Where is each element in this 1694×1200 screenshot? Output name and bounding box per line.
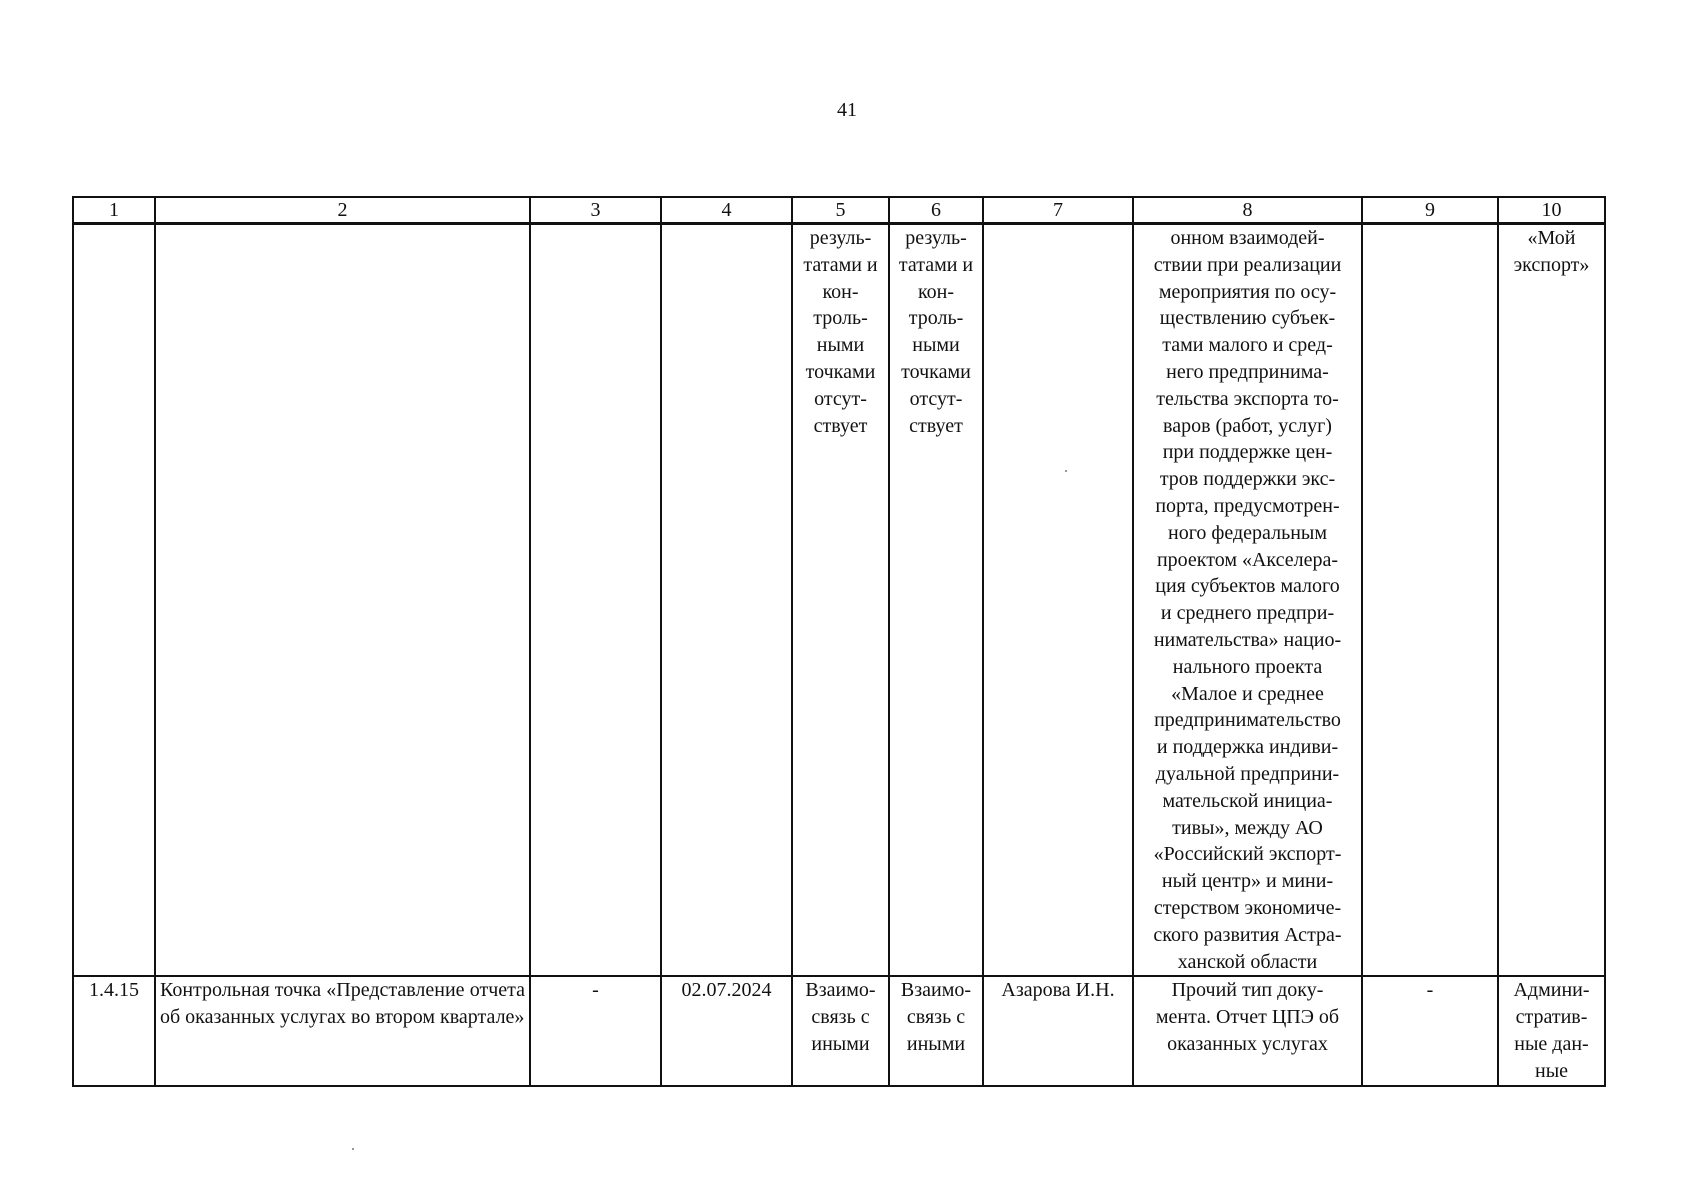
cell-document-type bbox=[1133, 976, 1362, 1086]
cell-text-line: татами и bbox=[803, 253, 878, 276]
cell-responsible: Азарова И.Н. bbox=[983, 976, 1133, 1086]
cell-col5 bbox=[792, 224, 889, 977]
cell-text-line: онном взаимодей- bbox=[1170, 227, 1325, 249]
cell-col4 bbox=[661, 224, 792, 977]
cell-text-line: и среднего предпри- bbox=[1160, 602, 1335, 625]
column-number-1: 1 bbox=[73, 197, 155, 224]
cell-col7 bbox=[983, 224, 1133, 977]
cell-col3: - bbox=[530, 976, 661, 1086]
cell-text-line: нимательства» нацио- bbox=[1153, 628, 1342, 651]
cell-text-line: резуль- bbox=[809, 227, 872, 249]
cell-text-line: дуальной предприни- bbox=[1155, 762, 1340, 785]
cell-text-line: ствует bbox=[813, 414, 868, 437]
cell-text-line: оказанных услугах bbox=[1167, 1032, 1328, 1055]
cell-item-number: 1.4.15 bbox=[73, 976, 155, 1086]
cell-data-source bbox=[1498, 976, 1605, 1086]
cell-text-line: ция субъектов малого bbox=[1155, 575, 1340, 598]
cell-text-line: «Мой bbox=[1527, 227, 1576, 249]
document-table bbox=[72, 196, 1606, 1087]
cell-text-line: мента. Отчет ЦПЭ об bbox=[1155, 1006, 1340, 1029]
cell-text-line: отсут- bbox=[909, 387, 963, 410]
cell-text-line: иными bbox=[906, 1032, 966, 1055]
cell-text-line: «Российский экспорт- bbox=[1153, 843, 1342, 866]
cell-text-line: тров поддержки экс- bbox=[1159, 468, 1336, 491]
cell-text-line: Взаимо- bbox=[805, 979, 876, 1002]
cell-text-line: связь с bbox=[906, 1006, 966, 1029]
cell-text-line: предпринимательство bbox=[1154, 709, 1341, 732]
cell-description: Контрольная точка «Представление отчета об оказанных услугах во втором квартале» bbox=[155, 976, 530, 1086]
cell-col5 bbox=[792, 976, 889, 1086]
cell-text-line: ханской области bbox=[1177, 950, 1318, 973]
cell-text-line: ными bbox=[816, 334, 865, 357]
cell-text-line: Взаимо- bbox=[900, 979, 972, 1002]
cell-col8 bbox=[1133, 224, 1362, 977]
cell-text-line: ствии при реализации bbox=[1153, 253, 1342, 276]
cell-text-line: кон- bbox=[822, 280, 859, 303]
cell-col3 bbox=[530, 224, 661, 977]
cell-text-line: и поддержка индиви- bbox=[1156, 736, 1339, 759]
cell-text-line: Админи- bbox=[1513, 979, 1590, 1002]
column-number-2: 2 bbox=[155, 197, 530, 224]
cell-text-line: варов (работ, услуг) bbox=[1163, 414, 1332, 437]
cell-text-line: ные bbox=[1534, 1059, 1569, 1082]
cell-text-line: Прочий тип доку- bbox=[1171, 979, 1324, 1002]
cell-text-line: связь с bbox=[811, 1006, 870, 1029]
column-number-header-row bbox=[73, 197, 1605, 224]
column-number-8: 8 bbox=[1133, 197, 1362, 224]
cell-col2 bbox=[155, 224, 530, 977]
cell-text-line: тельства экспорта то- bbox=[1156, 387, 1339, 410]
cell-col6 bbox=[889, 976, 983, 1086]
cell-text-line: ный центр» и мини- bbox=[1161, 870, 1334, 893]
table-row-1-4-15 bbox=[73, 976, 1605, 1086]
cell-col9 bbox=[1362, 224, 1498, 977]
cell-text-line: точками bbox=[901, 360, 971, 383]
cell-text-line: ществлению субъек- bbox=[1159, 307, 1336, 330]
cell-text-line: стратив- bbox=[1515, 1006, 1588, 1029]
column-number-3: 3 bbox=[530, 197, 661, 224]
column-number-9: 9 bbox=[1362, 197, 1498, 224]
column-number-4: 4 bbox=[661, 197, 792, 224]
cell-text-line: ского развития Астра- bbox=[1153, 923, 1342, 946]
cell-text-line: резуль- bbox=[905, 227, 967, 249]
cell-col6 bbox=[889, 224, 983, 977]
column-number-7: 7 bbox=[983, 197, 1133, 224]
cell-text-line: троль- bbox=[813, 307, 868, 330]
cell-text-line: проектом «Акселера- bbox=[1156, 548, 1339, 571]
cell-text-line: троль- bbox=[908, 307, 964, 330]
cell-text-line: экспорт» bbox=[1513, 253, 1590, 276]
table-row-continuation bbox=[73, 224, 1605, 977]
page-number: 41 bbox=[837, 99, 857, 121]
cell-text-line: тами малого и сред- bbox=[1162, 334, 1333, 357]
cell-text-line: ствует bbox=[909, 414, 963, 437]
cell-text-line: «Малое и среднее bbox=[1171, 682, 1324, 705]
cell-text-line: кон- bbox=[917, 280, 955, 303]
cell-col1 bbox=[73, 224, 155, 977]
scan-speck bbox=[352, 1148, 354, 1150]
column-number-5: 5 bbox=[792, 197, 889, 224]
cell-date: 02.07.2024 bbox=[661, 976, 792, 1086]
cell-text-line: ными bbox=[912, 334, 960, 357]
cell-text-line: отсут- bbox=[814, 387, 867, 410]
cell-text-line: него предпринима- bbox=[1166, 360, 1329, 383]
cell-text-line: татами и bbox=[898, 253, 974, 276]
cell-text-line: мательской инициа- bbox=[1162, 789, 1333, 812]
cell-text-line: ного федеральным bbox=[1168, 521, 1327, 544]
cell-text-line: тивы», между АО bbox=[1172, 816, 1323, 839]
cell-text-line: стерством экономиче- bbox=[1153, 896, 1342, 919]
scan-speck bbox=[1065, 470, 1067, 472]
cell-text-line: ные дан- bbox=[1514, 1032, 1589, 1055]
cell-text-line: точками bbox=[805, 360, 876, 383]
cell-text-line: иными bbox=[811, 1032, 870, 1055]
cell-text-line: мероприятия по осу- bbox=[1158, 280, 1337, 303]
cell-text-line: нального проекта bbox=[1172, 655, 1323, 678]
cell-col9: - bbox=[1362, 976, 1498, 1086]
cell-col10 bbox=[1498, 224, 1605, 977]
cell-text-line: порта, предусмотрен- bbox=[1155, 494, 1340, 517]
column-number-6: 6 bbox=[889, 197, 983, 224]
cell-text-line: при поддержке цен- bbox=[1162, 441, 1333, 464]
column-number-10: 10 bbox=[1498, 197, 1605, 224]
